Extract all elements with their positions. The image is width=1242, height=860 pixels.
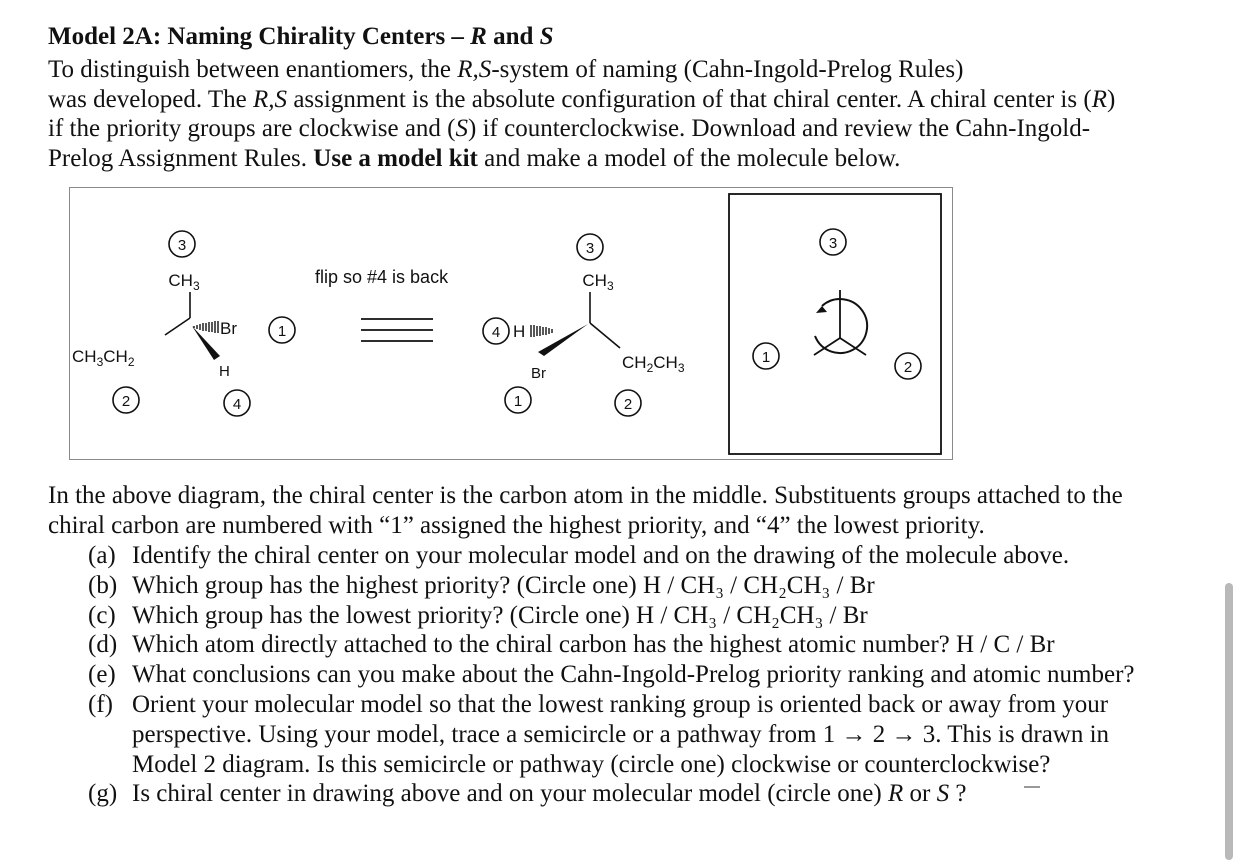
wedge-bond	[192, 326, 220, 360]
question-label: (f)	[88, 690, 113, 718]
flip-note: flip so #4 is back	[315, 267, 449, 287]
question-text: Which atom directly attached to the chiral carbon has the highest atomic number? H / C / Br	[132, 631, 1055, 659]
question-label: (b)	[88, 571, 118, 599]
priority-number: 2	[623, 396, 633, 413]
priority-number: 3	[828, 235, 838, 252]
intro-line-4	[48, 144, 1198, 174]
question-text: perspective. Using your model, trace a semicircle or a pathway from 1 → 2 → 3. This is drawn in	[132, 720, 1110, 748]
title-r: R	[470, 23, 487, 50]
arrowhead-icon	[816, 306, 827, 313]
question-label: (e)	[88, 661, 116, 689]
model-title	[48, 22, 554, 52]
intro-text: and make a model of the molecule below.	[477, 144, 901, 172]
title-prefix: Model 2A: Naming Chirality Centers –	[48, 23, 471, 50]
molecule-2	[483, 234, 685, 416]
question-text: Is chiral center in drawing above and on your molecular model (circle one)	[132, 780, 888, 808]
question-text: Which group has the lowest priority? (Circle one) H / CH₃ / CH₂CH₃ / Br	[132, 601, 868, 629]
intro-text: was developed. The	[48, 85, 254, 113]
rotation-box	[729, 194, 941, 454]
option-or: or	[903, 780, 937, 808]
intro-text: ) if counterclockwise. Download and review the Cahn-Ingold-	[468, 115, 1091, 143]
intro-text: assignment is the absolute configuration of that chiral center. A chiral center is (	[287, 85, 1092, 113]
question-mark: ?	[949, 780, 967, 808]
question-d	[88, 630, 1188, 660]
intro-rs: R,S	[457, 56, 492, 83]
ch2ch3-label: $CH_2CH_3$	[622, 353, 685, 375]
molecule-1	[72, 231, 295, 416]
hash-bond	[531, 325, 552, 337]
title-and: and	[486, 23, 540, 50]
ch3-label: $CH_3$	[582, 271, 614, 293]
priority-number: 3	[177, 237, 187, 254]
intro-paragraph	[48, 55, 1198, 173]
intro-bold: Use a model kit	[313, 144, 478, 172]
question-label: (c)	[88, 601, 116, 629]
priority-number: 1	[761, 349, 771, 366]
h-label: H	[513, 322, 526, 341]
h-label: H	[219, 363, 230, 380]
priority-number: 1	[513, 393, 523, 410]
priority-number: 2	[121, 393, 131, 410]
br-label: Br	[531, 365, 546, 382]
scrollbar[interactable]	[1225, 583, 1233, 860]
question-c	[88, 601, 1188, 631]
equivalence-sign	[361, 319, 433, 341]
molecule-figure	[69, 187, 953, 460]
question-text: Which group has the highest priority? (Circle one) H / CH₃ / CH₂CH₃ / Br	[132, 571, 875, 599]
explanation-line-2: chiral carbon are numbered with “1” assigned the highest priority, and “4” the lowest priority.	[48, 512, 985, 539]
bond	[165, 318, 190, 335]
intro-s: S	[455, 115, 469, 143]
priority-number: 4	[491, 324, 501, 341]
priority-number: 4	[232, 396, 242, 413]
intro-rs: R,S	[253, 85, 288, 113]
molecule-diagram	[70, 188, 954, 461]
intro-text: )	[1106, 85, 1116, 113]
question-label: (g)	[88, 780, 118, 808]
bond	[590, 323, 620, 348]
question-g	[88, 779, 1188, 809]
intro-line-3	[48, 114, 1198, 144]
intro-line-2	[48, 85, 1198, 115]
question-label: (a)	[88, 542, 116, 569]
question-text: Orient your molecular model so that the lowest ranking group is oriented back or away from your	[132, 690, 1109, 718]
priority-number: 2	[903, 359, 913, 376]
ch3ch2-label: $CH_3CH_2$	[72, 347, 135, 369]
intro-text: To distinguish between enantiomers, the	[48, 56, 458, 83]
priority-number: 3	[585, 240, 595, 257]
explanation-line-1: In the above diagram, the chiral center is the carbon atom in the middle. Substituents groups attached to the	[48, 482, 1123, 509]
question-f	[88, 690, 1188, 779]
intro-text: if the priority groups are clockwise and (	[48, 115, 456, 143]
intro-r: R	[1091, 85, 1107, 113]
priority-number: 1	[277, 323, 287, 340]
intro-line-1	[48, 55, 1198, 85]
hash-bond	[194, 321, 218, 333]
option-s: S	[936, 780, 950, 808]
option-r: R	[887, 780, 904, 808]
br-label: Br	[220, 319, 237, 338]
stray-mark	[1024, 786, 1040, 788]
intro-text: Prelog Assignment Rules.	[48, 144, 314, 172]
question-list	[88, 541, 1188, 809]
question-text: Identify the chiral center on your molecular model and on the drawing of the molecule above.	[132, 542, 1070, 569]
question-a	[88, 541, 1188, 571]
intro-text: -system of naming (Cahn-Ingold-Prelog Rules)	[491, 56, 964, 83]
diagram-explanation	[48, 481, 1198, 541]
question-text: What conclusions can you make about the Cahn-Ingold-Prelog priority ranking and atomic number?	[132, 661, 1135, 689]
title-s: S	[539, 23, 554, 50]
question-label: (d)	[88, 631, 118, 659]
question-e	[88, 660, 1188, 690]
question-text: Model 2 diagram. Is this semicircle or pathway (circle one) clockwise or counterclockwise?	[132, 750, 1051, 778]
inset-frame	[729, 194, 941, 454]
question-b	[88, 571, 1188, 601]
ch3-label: $CH_3$	[168, 271, 200, 293]
